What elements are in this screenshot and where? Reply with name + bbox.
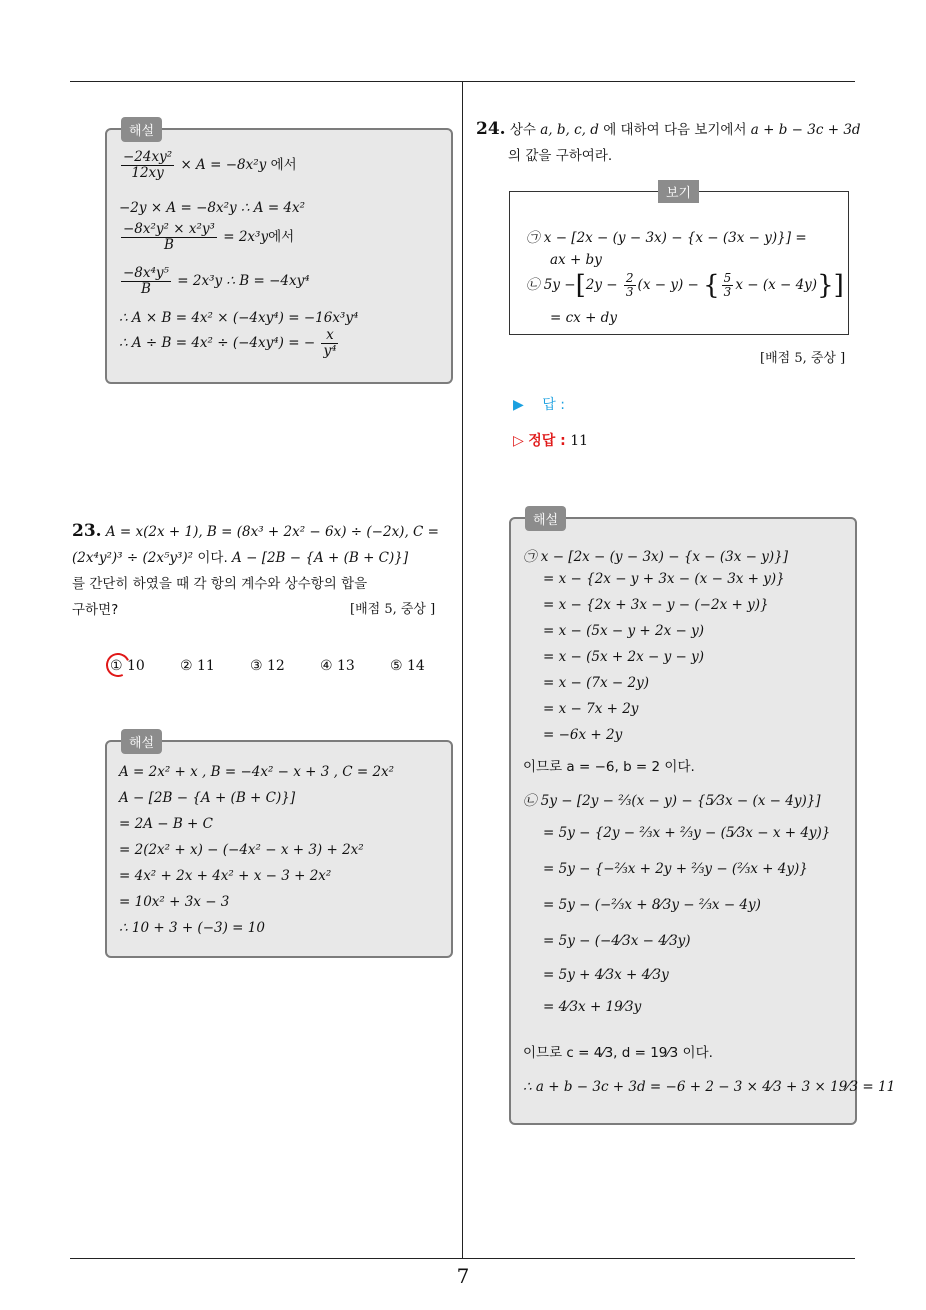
solution-line: = 5y − {−⅔x + 2y + ⅔y − (⅔x + 4y)} [543, 861, 808, 877]
choice-5[interactable]: ⑤ 14 [390, 658, 425, 674]
page-number: 7 [456, 1264, 470, 1288]
solution-line: = 2(2x² + x) − (−4x² − x + 3) + 2x² [119, 842, 364, 858]
solution-line: $\frac{\text{−8x⁴y⁵}}{B}$ = 2x³y ∴ B = −4xy⁴ [123, 265, 310, 297]
bottom-rule [70, 1258, 855, 1259]
question-line: 24. 상수 a, b, c, d 에 대하여 다음 보기에서 a + b − 3c + 3d [476, 119, 861, 139]
solution-line: = −6x + 2y [543, 727, 623, 743]
question-line: (2x⁴y²)³ ÷ (2x⁵y³)² 이다. A − [2B − {A + (B + C)}] [72, 550, 409, 566]
column-divider [462, 82, 463, 1258]
correct-value: 11 [570, 433, 589, 449]
solution-line: = x − (5x + 2x − y − y) [543, 649, 704, 665]
solution-line: ㉡ 5y − [2y − ⅔(x − y) − {5⁄3x − (x − 4y)}] [523, 793, 821, 809]
question-line: 23. A = x(2x + 1), B = (8x³ + 2x² − 6x) ÷ (−2x), C = [72, 521, 439, 541]
solution-line: ㉠ x − [2x − (y − 3x) − {x − (3x − y)}] [523, 549, 789, 565]
choice-2[interactable]: ② 11 [180, 658, 215, 674]
solution-line: 이므로 c = 4⁄3, d = 19⁄3 이다. [523, 1045, 713, 1061]
bogi-line: ㉡ 5y −[2y − $\frac{2}{3}$ (x − y) − { $\frac{5}{3}$ x − (x − 4y)}] [526, 270, 844, 301]
solution-line: = x − {2x − y + 3x − (x − 3x + y)} [543, 571, 785, 587]
solution-line: ∴ a + b − 3c + 3d = −6 + 2 − 3 × 4⁄3 + 3 × 19⁄3 = 11 [523, 1079, 896, 1095]
solution-line: = x − 7x + 2y [543, 701, 639, 717]
solution-line: ∴ A × B = 4x² × (−4xy⁴) = −16x³y⁴ [119, 310, 359, 326]
solution-tag: 해설 [121, 117, 162, 142]
solution-box-23 [105, 736, 453, 958]
choice-1[interactable]: ① 10 [110, 658, 145, 674]
play-arrow-icon: ▶ [513, 397, 524, 413]
answer-label: 답 : [542, 397, 565, 413]
question-line: 의 값을 구하여라. [508, 148, 613, 164]
solution-line: −2y × A = −8x²y ∴ A = 4x² [119, 200, 306, 216]
choice-3[interactable]: ③ 12 [250, 658, 285, 674]
solution-box-22 [105, 124, 453, 384]
solution-tag: 해설 [525, 506, 566, 531]
solution-line: = x − (5x − y + 2x − y) [543, 623, 704, 639]
hollow-arrow-icon: ▷ [513, 433, 524, 449]
selected-answer-mark [103, 650, 134, 681]
answer-row[interactable] [513, 394, 565, 414]
choice-4[interactable]: ④ 13 [320, 658, 355, 674]
bogi-line: = cx + dy [550, 310, 617, 326]
bogi-box [509, 186, 849, 335]
solution-line: = 5y − (−⅔x + 8⁄3y − ⅔x − 4y) [543, 897, 761, 913]
solution-box-24 [509, 513, 896, 1125]
solution-line: = 5y − (−4⁄3x − 4⁄3y) [543, 933, 691, 949]
solution-line: $\frac{\text{−24xy²}}{12xy}$ × A = −8x²y 에서 [123, 149, 297, 181]
score-meta: [배점 5, 중상 ] [760, 351, 846, 366]
question-24 [476, 116, 866, 169]
solution-line: ∴ A ÷ B = 4x² ÷ (−4xy⁴) = − $\frac{x}{\text{y⁴}}$ [119, 327, 337, 359]
solution-tag: 해설 [121, 729, 162, 754]
solution-line: = 5y − {2y − ⅔x + ⅔y − (5⁄3x − x + 4y)} [543, 825, 831, 841]
solution-line: = 5y + 4⁄3x + 4⁄3y [543, 967, 669, 983]
bogi-tag: 보기 [658, 180, 699, 203]
solution-line: = x − (7x − 2y) [543, 675, 649, 691]
question-line: 구하면? [72, 602, 119, 618]
solution-line: = 4x² + 2x + 4x² + x − 3 + 2x² [119, 868, 332, 884]
solution-line: A − [2B − {A + (B + C)}] [119, 790, 296, 806]
correct-answer-row [513, 430, 588, 450]
solution-line: 이므로 a = −6, b = 2 이다. [523, 759, 695, 775]
solution-line: = x − {2x + 3x − y − (−2x + y)} [543, 597, 769, 613]
bogi-line: ax + by [550, 252, 602, 268]
solution-line: = 10x² + 3x − 3 [119, 894, 230, 910]
correct-label: 정답 : [528, 433, 566, 449]
solution-line: $\frac{\text{−8x²y² × x²y³}}{B}$ = 2x³y에서 [123, 221, 295, 253]
question-line: 를 간단히 하였을 때 각 항의 계수와 상수항의 합을 [72, 576, 368, 592]
solution-line: A = 2x² + x , B = −4x² − x + 3 , C = 2x² [119, 764, 395, 780]
solution-line: = 4⁄3x + 19⁄3y [543, 999, 642, 1015]
score-meta: [배점 5, 중상 ] [350, 602, 436, 617]
solution-line: = 2A − B + C [119, 816, 213, 832]
solution-line: ∴ 10 + 3 + (−3) = 10 [119, 920, 265, 936]
bogi-line: ㉠ x − [2x − (y − 3x) − {x − (3x − y)}] = [526, 230, 807, 246]
